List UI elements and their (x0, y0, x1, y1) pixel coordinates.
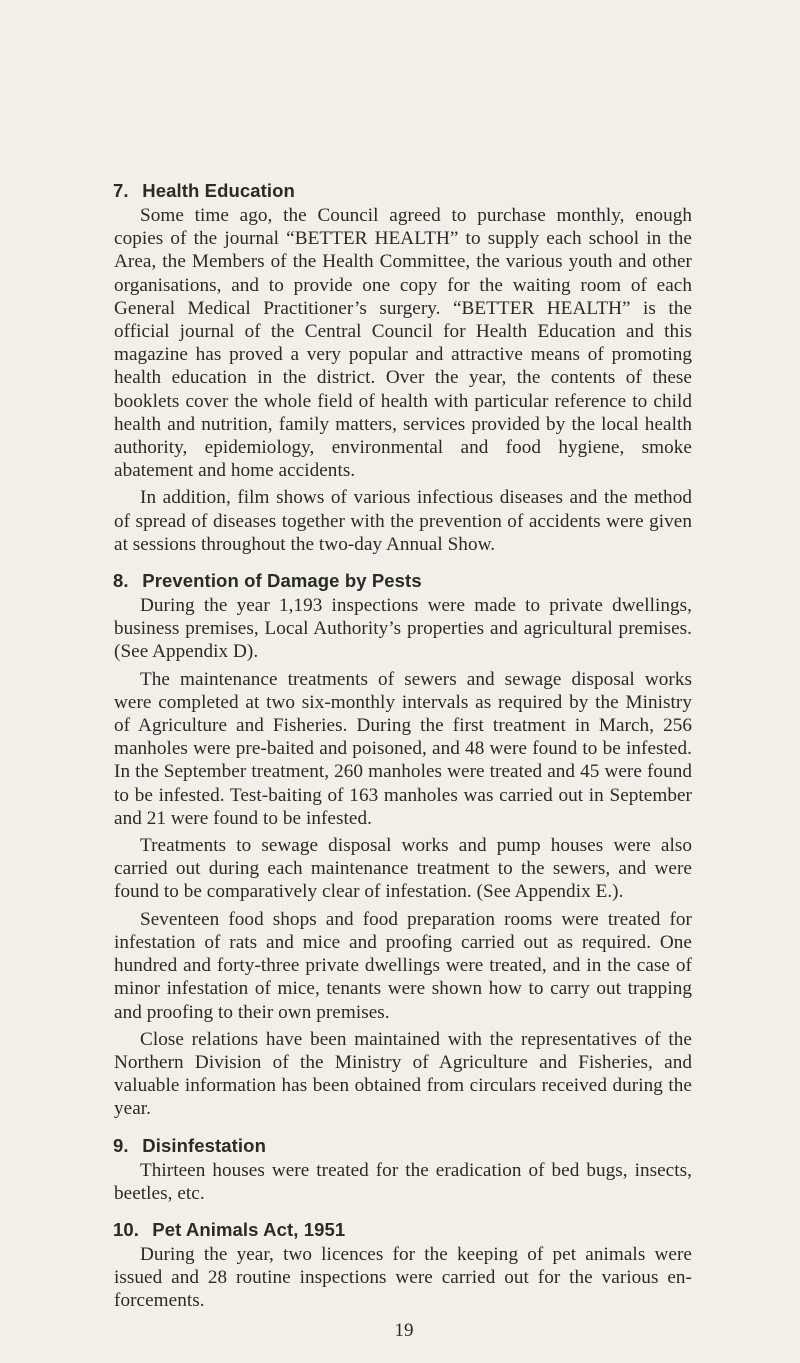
paragraph: Thirteen houses were treated for the eradication of bed bugs, insects, beetles, etc. (114, 1159, 692, 1204)
page-body (114, 178, 692, 1317)
section-title: Disinfestation (142, 1134, 266, 1156)
section-heading (113, 1217, 692, 1243)
paragraph: Close relations have been maintained with the representatives of the Northern Division of the Ministry of Agriculture and Fisheries, and valuable information has been obtained from circulars received during the year. (114, 1028, 692, 1120)
section-title: Health Education (142, 180, 295, 201)
paragraph: Seventeen food shops and food preparation rooms were treated for infestation of rats and mice and proofing carried out as required. One hundred and forty-three private dwellings were treated, and in the case of minor infestation of mice, tenants were shown how to carry out trapping and proofing to their own premises. (114, 908, 692, 1023)
section-pet-animals-act (114, 1217, 692, 1313)
section-health-education (114, 178, 692, 556)
paragraph: During the year 1,193 inspections were made to private dwellings, business premises, Local Authority’s properties and agricultural premises. (See Appendix D). (114, 595, 692, 663)
section-title: Pet Animals Act, 1951 (152, 1218, 346, 1240)
page-number: 19 (394, 1320, 414, 1341)
paragraph: During the year, two licences for the keeping of pet animals were issued and 28 routine inspections were carried out for the various en-forcements. (114, 1243, 692, 1312)
section-disinfestation (114, 1133, 692, 1205)
section-number: 7. (113, 180, 129, 201)
paragraph: Treatments to sewage disposal works and pump houses were also carried out during each maintenance treatment to the sewers, and were found to be comparatively clear of infestation. (See Appendix E.). (114, 835, 692, 903)
section-number: 9. (113, 1134, 129, 1156)
paragraph: In addition, film shows of various infectious diseases and the method of spread of diseases together with the prevention of accidents were given at sessions throughout the two-day Annual Show. (114, 487, 692, 555)
section-heading (113, 1133, 692, 1159)
paragraph: The maintenance treatments of sewers and sewage disposal works were completed at two six-monthly intervals as required by the Ministry of Agriculture and Fisheries. During the first treatment in March, 256 manholes were pre-baited and poisoned, and 48 were found to be infested. In the September treatment, 260 manholes were treated and 45 were found to be infested. Test-baiting of 163 manholes was carried out in September and 21 were found to be infested. (114, 668, 692, 829)
section-number: 8. (113, 570, 129, 592)
section-prevention-of-damage-by-pests (114, 568, 692, 1120)
section-title: Prevention of Damage by Pests (142, 570, 422, 592)
section-heading (113, 568, 692, 594)
paragraph: Some time ago, the Council agreed to purchase monthly, enough copies of the journal “BETTER HEALTH” to supply each school in the Area, the Members of the Health Committee, the various youth and other organisations, and to provide one copy for the waiting room of each General Medical Practitioner’s surgery. “BETTER HEALTH” is the official journal of the Central Council for Health Education and this magazine has proved a very popular and attractive means of promoting health education in the district. Over the year, the contents of these booklets cover the whole field of health with particular reference to child health and nutrition, family matters, services provided by the local health authority, epidemiology, environmental and food hygiene, smoke abatement and home accidents. (114, 205, 692, 482)
section-number: 10. (113, 1218, 140, 1240)
section-heading (113, 178, 692, 204)
